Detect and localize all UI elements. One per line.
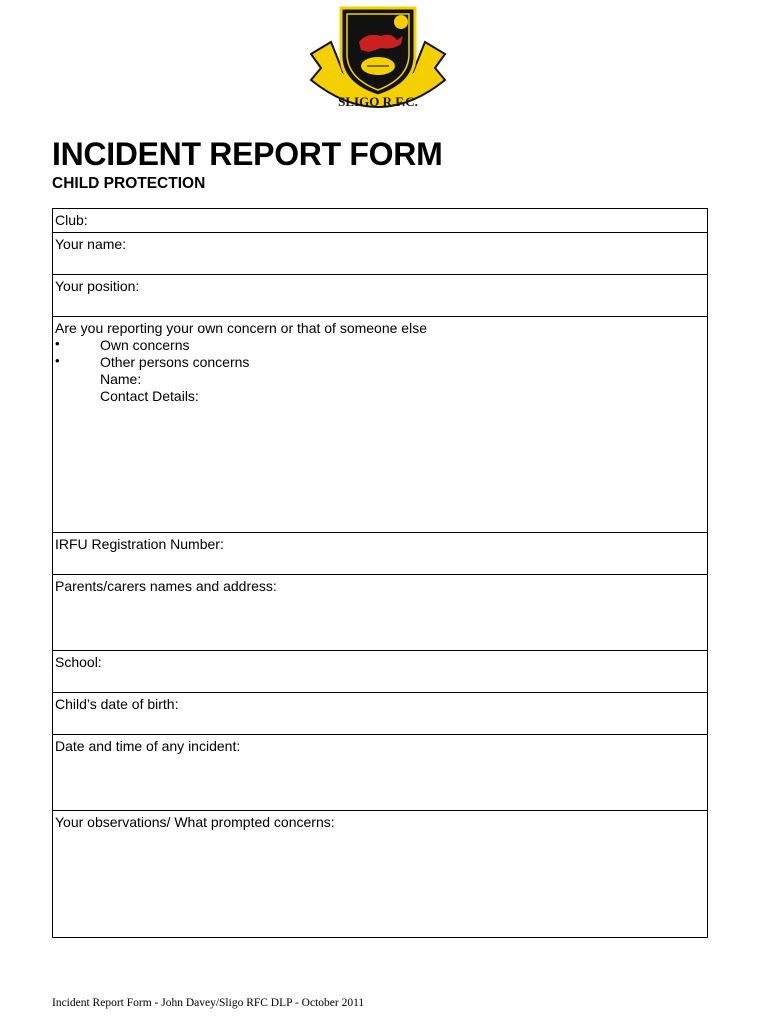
option-own-label: Own concerns bbox=[100, 337, 190, 353]
option-other-label: Other persons concerns bbox=[100, 354, 250, 370]
parents-label: Parents/carers names and address: bbox=[55, 578, 277, 594]
page-footer: Incident Report Form - John Davey/Sligo RFC DLP - October 2011 bbox=[52, 997, 365, 1009]
your-position-field[interactable] bbox=[53, 275, 707, 317]
concern-options-list bbox=[55, 337, 705, 371]
your-name-label: Your name: bbox=[55, 236, 127, 252]
logo-text: SLIGO R.F.C. bbox=[338, 94, 418, 109]
child-dob-field[interactable] bbox=[53, 693, 707, 735]
sligo-rfc-crest-logo bbox=[303, 6, 453, 116]
contact-details-label: Contact Details: bbox=[100, 388, 199, 404]
incident-form-table bbox=[52, 208, 708, 938]
school-field[interactable] bbox=[53, 651, 707, 693]
your-name-field[interactable] bbox=[53, 233, 707, 275]
observations-label: Your observations/ What prompted concerns: bbox=[55, 814, 335, 830]
club-field[interactable] bbox=[53, 209, 707, 233]
observations-field[interactable] bbox=[53, 811, 707, 937]
irfu-registration-field[interactable] bbox=[53, 533, 707, 575]
reporting-concern-field[interactable] bbox=[53, 317, 707, 533]
club-label: Club: bbox=[55, 212, 88, 228]
bullet-icon: • bbox=[55, 353, 60, 368]
page-subtitle: CHILD PROTECTION bbox=[52, 175, 206, 192]
reporting-question: Are you reporting your own concern or that of someone else bbox=[55, 320, 427, 336]
page-title: INCIDENT REPORT FORM bbox=[52, 136, 443, 172]
parents-carers-field[interactable] bbox=[53, 575, 707, 651]
incident-datetime-label: Date and time of any incident: bbox=[55, 738, 241, 754]
bullet-icon: • bbox=[55, 336, 60, 351]
option-other-concerns[interactable] bbox=[55, 354, 705, 371]
option-own-concerns[interactable] bbox=[55, 337, 705, 354]
incident-datetime-field[interactable] bbox=[53, 735, 707, 811]
dob-label: Child’s date of birth: bbox=[55, 696, 179, 712]
your-position-label: Your position: bbox=[55, 278, 140, 294]
school-label: School: bbox=[55, 654, 102, 670]
irfu-label: IRFU Registration Number: bbox=[55, 536, 224, 552]
other-name-label: Name: bbox=[100, 371, 142, 387]
